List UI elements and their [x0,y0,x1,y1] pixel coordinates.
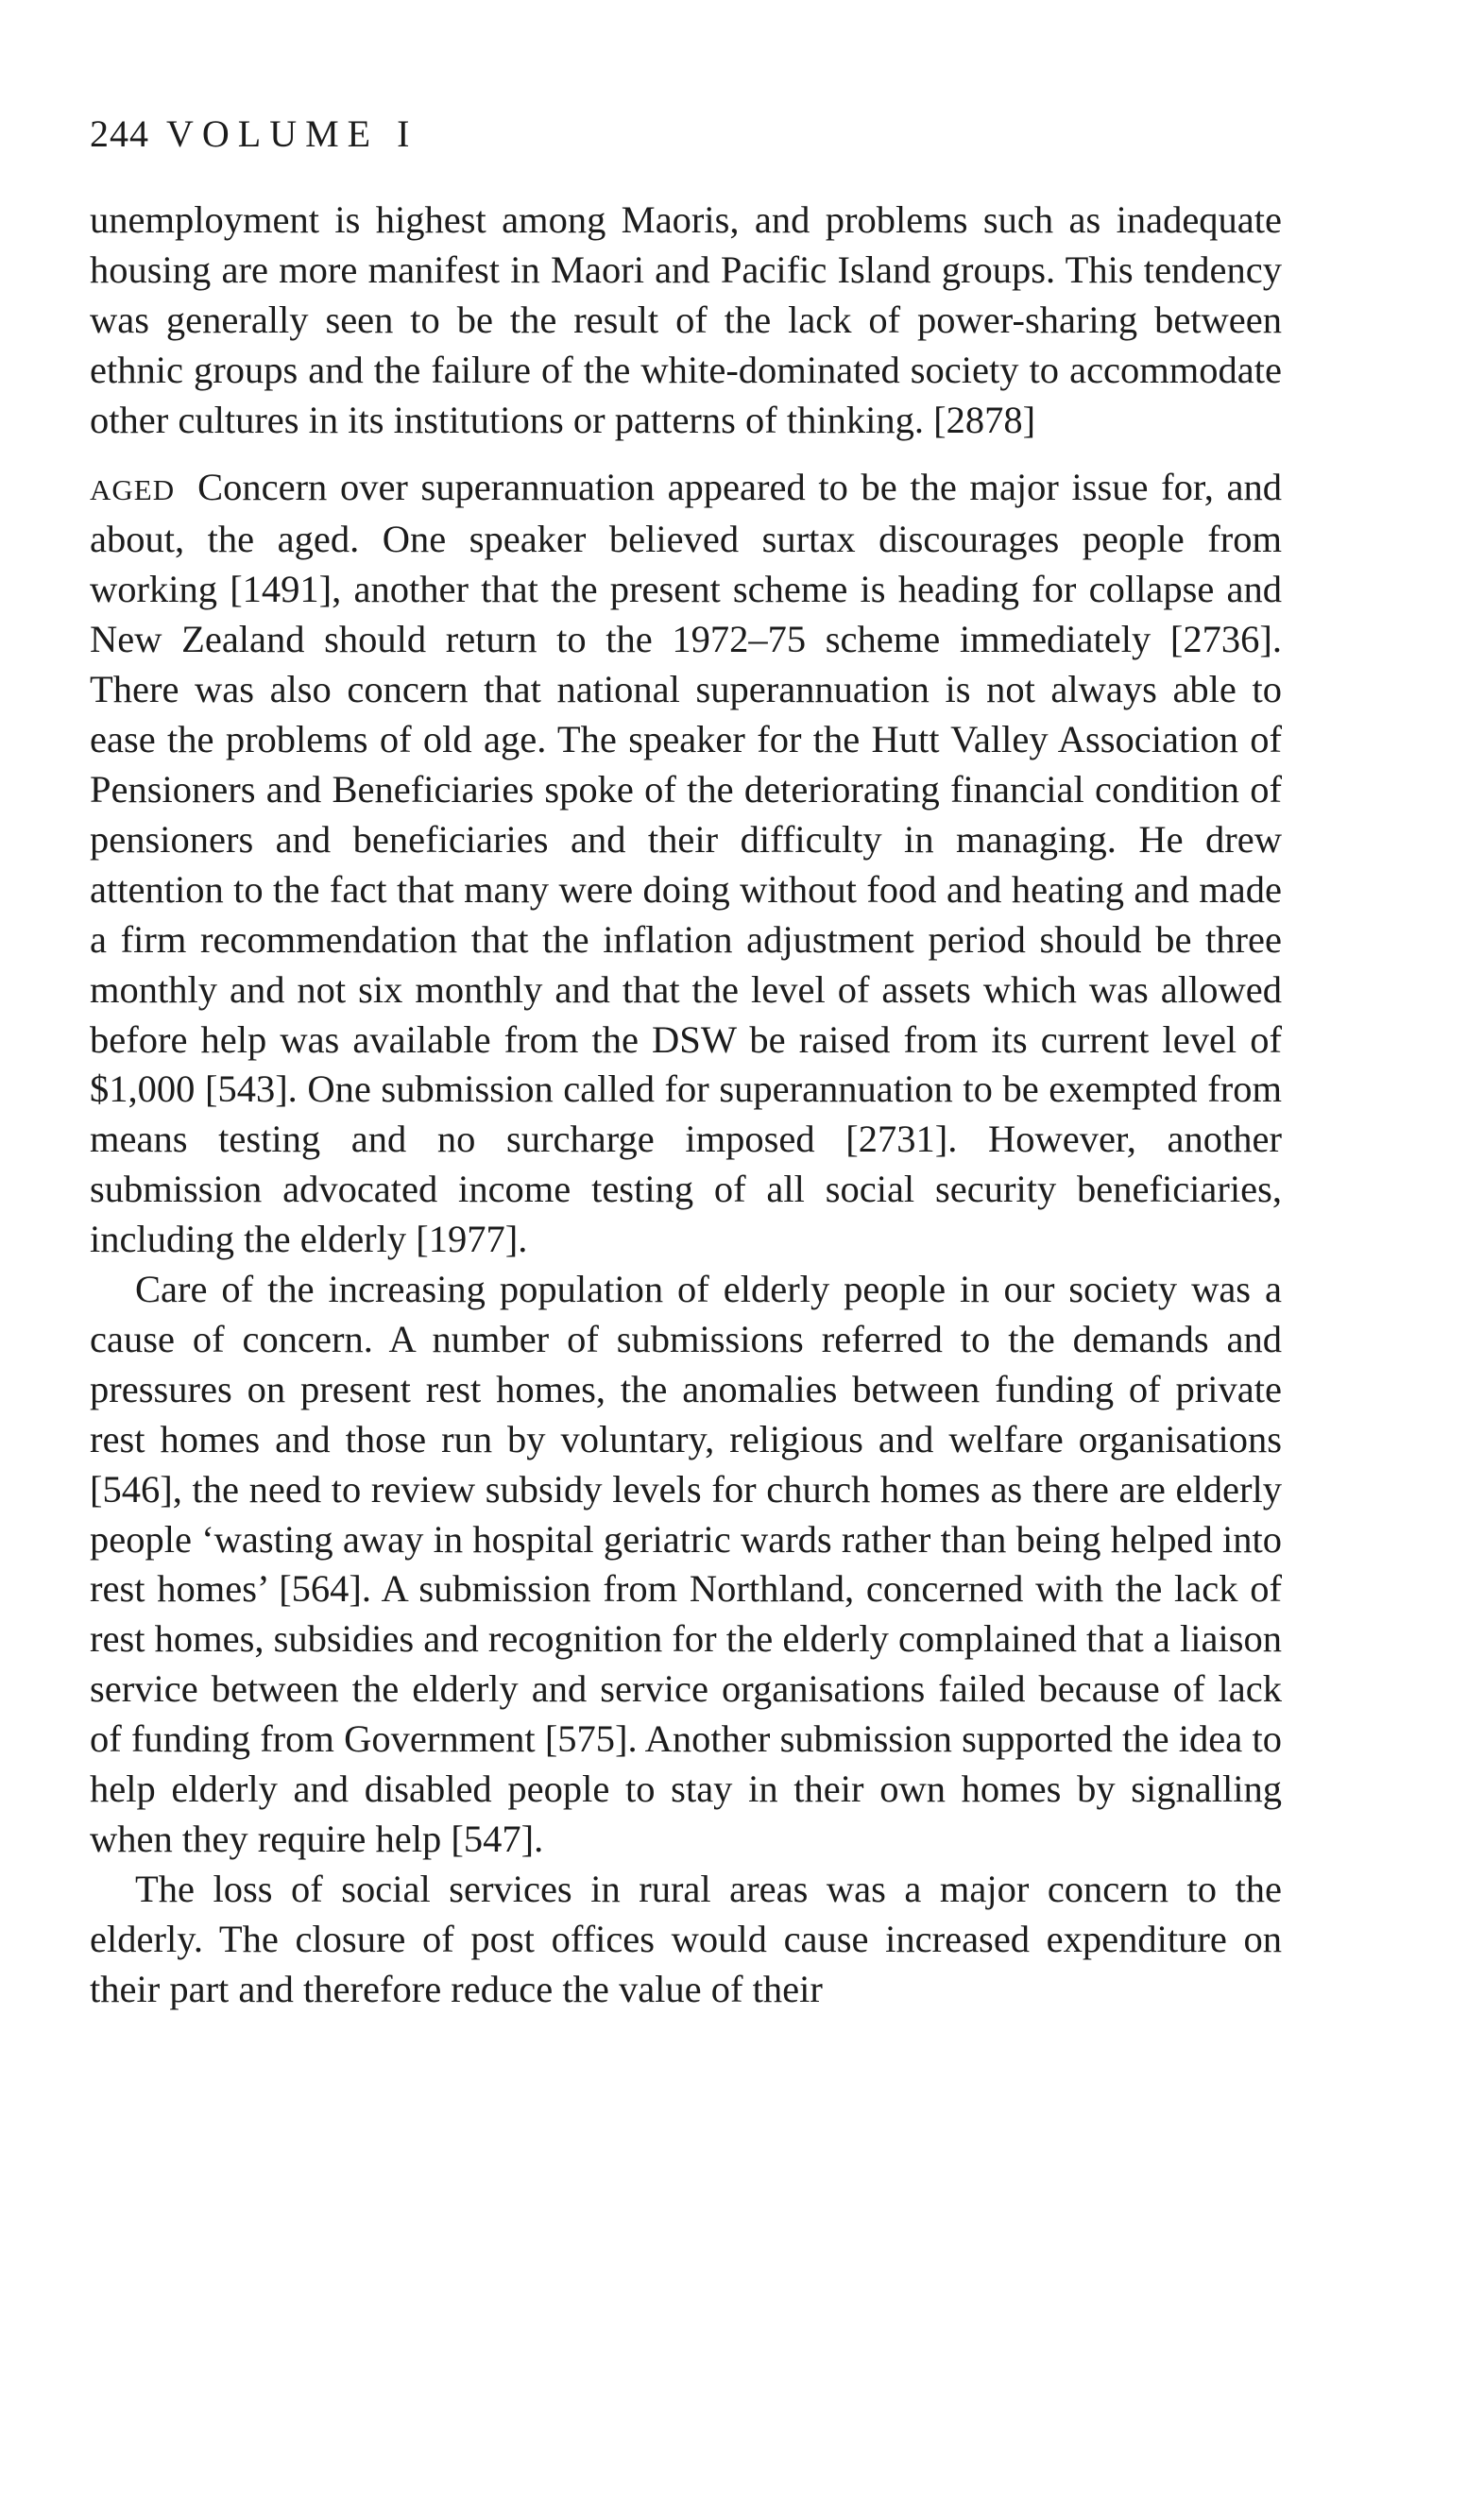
paragraph-aged [90,463,1282,1266]
volume-label: VOLUME I [166,112,418,155]
paragraph-ethnic-groups [90,196,1282,446]
section-lead-aged: AGED [90,472,176,506]
paragraph-text: unemployment is highest among Maoris, and problems such as inadequate housing are more manifest in Maori and Pacific Island groups. This tendency was generally seen to be the result of the lack of power-sharing between ethnic groups and the failure of the white-dominated society to accommodate other cultures in its institutions or patterns of thinking. [2878] [90,198,1282,441]
page-number: 244 [90,112,149,155]
paragraph-text: The loss of social services in rural areas was a major concern to the elderly. The closure of post offices would cause increased expenditure on their part and therefore reduce the value of their [90,1867,1282,2010]
running-head [90,111,418,157]
paragraph-text: Concern over superannuation appeared to be the major issue for, and about, the aged. One speaker believed surtax discourages people from working [1491], another that the present scheme is heading for collapse and New Zealand should return to the 1972–75 scheme immediately [2736]. There was also concern that national superannuation is not always able to ease the problems of old age. The speaker for the Hutt Valley Association of Pensioners and Beneficiaries spoke of the deteriorating financial condition of pensioners and beneficiaries and their difficulty in managing. He drew attention to the fact that many were doing without food and heating and made a firm recommendation that the inflation adjustment period should be three monthly and not six monthly and that the level of assets which was allowed before help was available from the DSW be raised from its current level of $1,000 [543]. One submission called for superannuation to be exempted from means testing and no surcharge imposed [2731]. However, another submission advocated income testing of all social security beneficiaries, including the elderly [1977]. [90,465,1282,1261]
paragraph-rural-services [90,1865,1282,2015]
body-text [90,196,1282,2015]
paragraph-elderly-care [90,1265,1282,1865]
paragraph-text: Care of the increasing population of elderly people in our society was a cause of concern. A number of submissions referred to the demands and pressures on present rest homes, the anomalies between funding of private rest homes and those run by voluntary, religious and welfare organisations [546], the need to review subsidy levels for church homes as there are elderly people ‘wasting away in hospital geriatric wards rather than being helped into rest homes’ [564]. A submission from Northland, concerned with the lack of rest homes, subsidies and recognition for the elderly complained that a liaison service between the elderly and service organisations failed because of lack of funding from Government [575]. Another submission supported the idea to help elderly and disabled people to stay in their own homes by signalling when they require help [547]. [90,1268,1282,1860]
